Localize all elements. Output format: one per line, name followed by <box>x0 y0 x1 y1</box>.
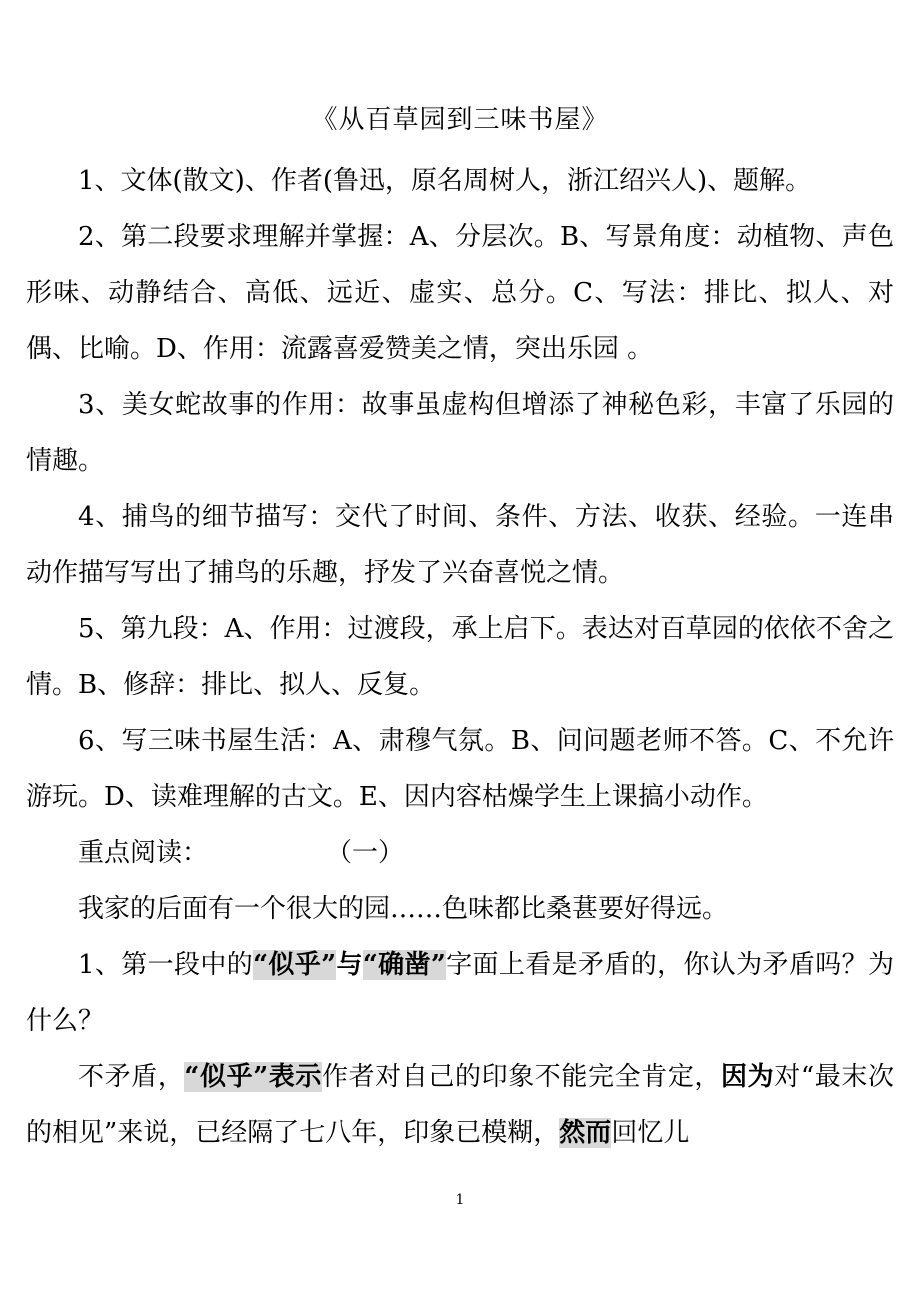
question-prefix: 1、第一段中的 <box>78 950 254 980</box>
answer-highlight-sihu: “似乎”表示 <box>184 1062 322 1092</box>
page-number: 1 <box>455 1192 465 1208</box>
question-paragraph <box>26 937 894 1049</box>
paragraph-ninth-section: 5、第九段：A、作用：过渡段，承上启下。表达对百草园的依依不舍之情。B、修辞：排比、拟人、反复。 <box>26 614 894 700</box>
paragraph-genre-author: 1、文体(散文)、作者(鲁迅，原名周树人，浙江绍兴人)、题解。 <box>78 166 812 196</box>
question-term-sihu: “似乎” <box>253 950 337 980</box>
reading-section-label: （一） <box>326 838 405 868</box>
answer-prefix: 不矛盾， <box>78 1062 185 1092</box>
document-body <box>26 153 894 1161</box>
paragraph-snake-story: 3、美女蛇故事的作用：故事虽虚构但增添了神秘色彩，丰富了乐园的情趣。 <box>26 390 894 476</box>
reading-heading-line <box>26 825 894 881</box>
answer-bold-yinwei: 因为 <box>721 1062 775 1092</box>
reading-heading: 重点阅读： <box>78 838 209 868</box>
reading-excerpt: 我家的后面有一个很大的园……色味都比桑葚要好得远。 <box>78 894 729 924</box>
question-term-quezao: “确凿” <box>362 950 446 980</box>
question-connector: 与 <box>336 950 363 980</box>
document-title: 《从百草园到三味书屋》 <box>311 105 609 135</box>
answer-paragraph <box>26 1049 894 1161</box>
paragraph-bird-catching: 4、捕鸟的细节描写：交代了时间、条件、方法、收获、经验。一连串动作描写写出了捕鸟的乐趣，抒发了兴奋喜悦之情。 <box>26 502 894 588</box>
paragraph-second-section: 2、第二段要求理解并掌握：A、分层次。B、写景角度：动植物、声色形味、动静结合、高低、远近、虚实、总分。C、写法：排比、拟人、对偶、比喻。D、作用：流露喜爱赞美之情，突出乐园 。 <box>26 222 894 364</box>
answer-highlight-raner: 然而 <box>559 1118 612 1148</box>
answer-suffix: 回忆儿 <box>611 1118 690 1148</box>
answer-middle: 作者对自己的印象不能完全肯定， <box>321 1062 722 1092</box>
question-suffix: 字面上看是矛盾的，你认为矛盾吗？为什么？ <box>26 950 894 1036</box>
answer-middle2: 对“最末次的相见”来说，已经隔了七八年，印象已模糊， <box>26 1062 894 1148</box>
paragraph-study-life: 6、写三味书屋生活：A、肃穆气氛。B、问问题老师不答。C、不允许游玩。D、读难理解的古文。E、因内容枯燥学生上课搞小动作。 <box>26 726 894 812</box>
